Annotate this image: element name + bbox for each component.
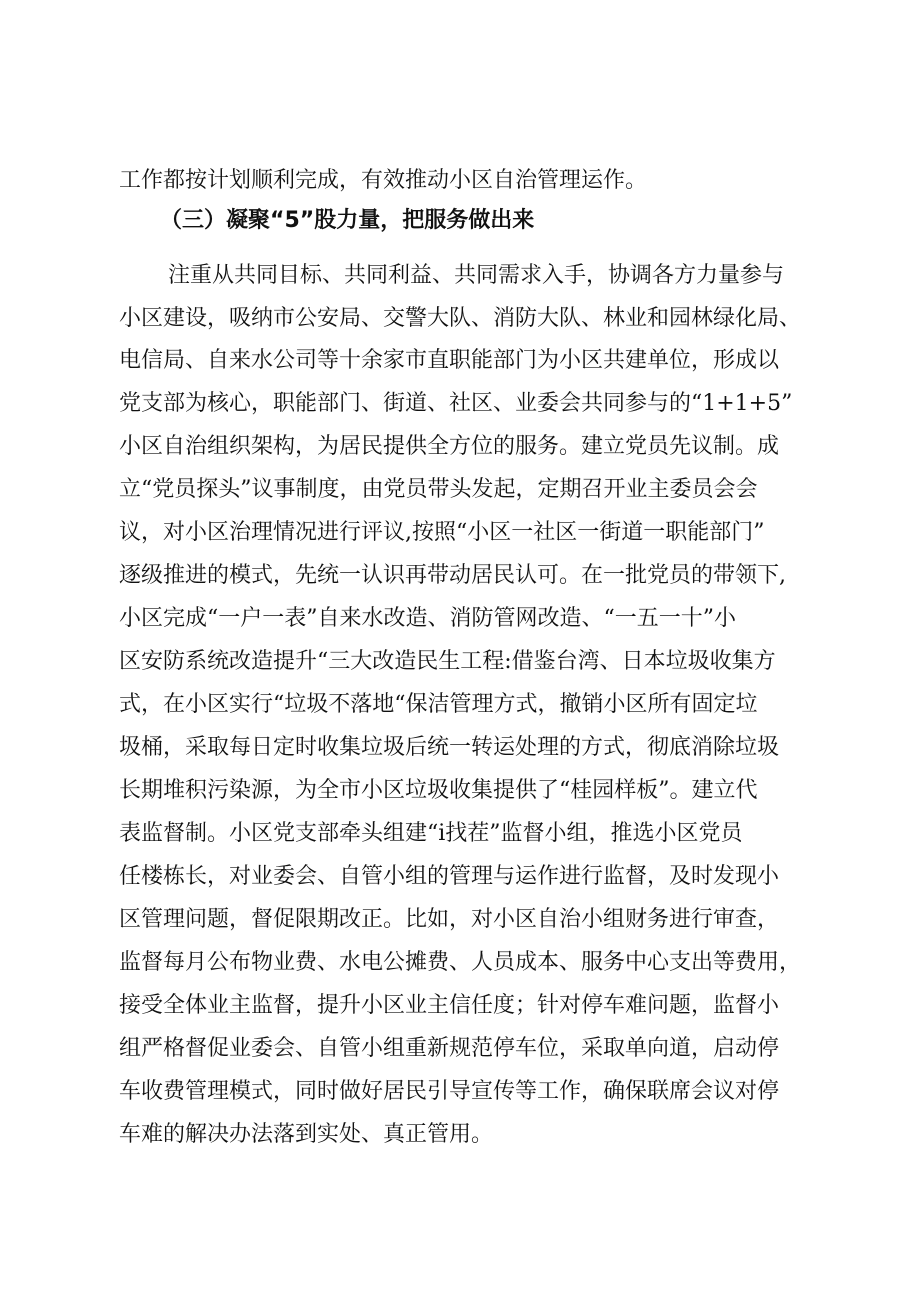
text-line: 任楼栋长，对业委会、自管小组的管理与运作进行监督，及时发现小	[119, 864, 780, 889]
text-line: 注重从共同目标、共同利益、共同需求入手，协调各方力量参与	[168, 263, 785, 288]
text-line: 圾桶，采取每日定时收集垃圾后统一转运处理的方式，彻底消除垃圾	[119, 735, 780, 760]
text-line: 立“党员探头”议事制度，由党员带头发起，定期召开业主委员会会	[119, 477, 758, 502]
text-line: 组严格督促业委会、自管小组重新规范停车位，采取单向道，启动停	[119, 1036, 780, 1061]
text-line: 表监督制。小区党支部牵头组建“i找茬”监督小组，推选小区党员	[119, 821, 743, 846]
text-line: 小区完成“一户一表”自来水改造、消防管网改造、“一五一十”小	[119, 606, 736, 631]
text-line: 长期堆积污染源，为全市小区垃圾收集提供了“桂园样板”。建立代	[119, 778, 758, 803]
text-line: 工作都按计划顺利完成，有效推动小区自治管理运作。	[119, 168, 648, 193]
text-line: 接受全体业主监督，提升小区业主信任度；针对停车难问题，监督小	[119, 993, 780, 1018]
text-line: 区管理问题，督促限期改正。比如，对小区自治小组财务进行审查，	[119, 907, 780, 932]
text-line: 车收费管理模式，同时做好居民引导宣传等工作，确保联席会议对停	[119, 1079, 780, 1104]
text-line: 党支部为核心，职能部门、街道、社区、业委会共同参与的“1+1+5”	[119, 391, 793, 416]
text-line: 电信局、自来水公司等十余家市直职能部门为小区共建单位，形成以	[119, 348, 780, 373]
text-line: 区安防系统改造提升“三大改造民生工程:借鉴台湾、日本垃圾收集方	[119, 649, 776, 674]
text-line: 车难的解决办法落到实处、真正管用。	[119, 1122, 494, 1147]
text-line: 小区建设，吸纳市公安局、交警大队、消防大队、林业和园林绿化局、	[119, 306, 802, 331]
text-line: 监督每月公布物业费、水电公摊费、人员成本、服务中心支出等费用，	[119, 950, 802, 975]
text-line: 逐级推进的模式，先统一认识再带动居民认可。在一批党员的带领下,	[119, 563, 786, 588]
section-heading: （三）凝聚“5”股力量，把服务做出来	[160, 208, 535, 233]
text-line: 小区自治组织架构，为居民提供全方位的服务。建立党员先议制。成	[119, 434, 780, 459]
text-line: 议，对小区治理情况进行评议,按照“小区一社区一街道一职能部门”	[119, 520, 765, 545]
text-line: 式，在小区实行“垃圾不落地“保洁管理方式，撤销小区所有固定垃	[119, 692, 758, 717]
